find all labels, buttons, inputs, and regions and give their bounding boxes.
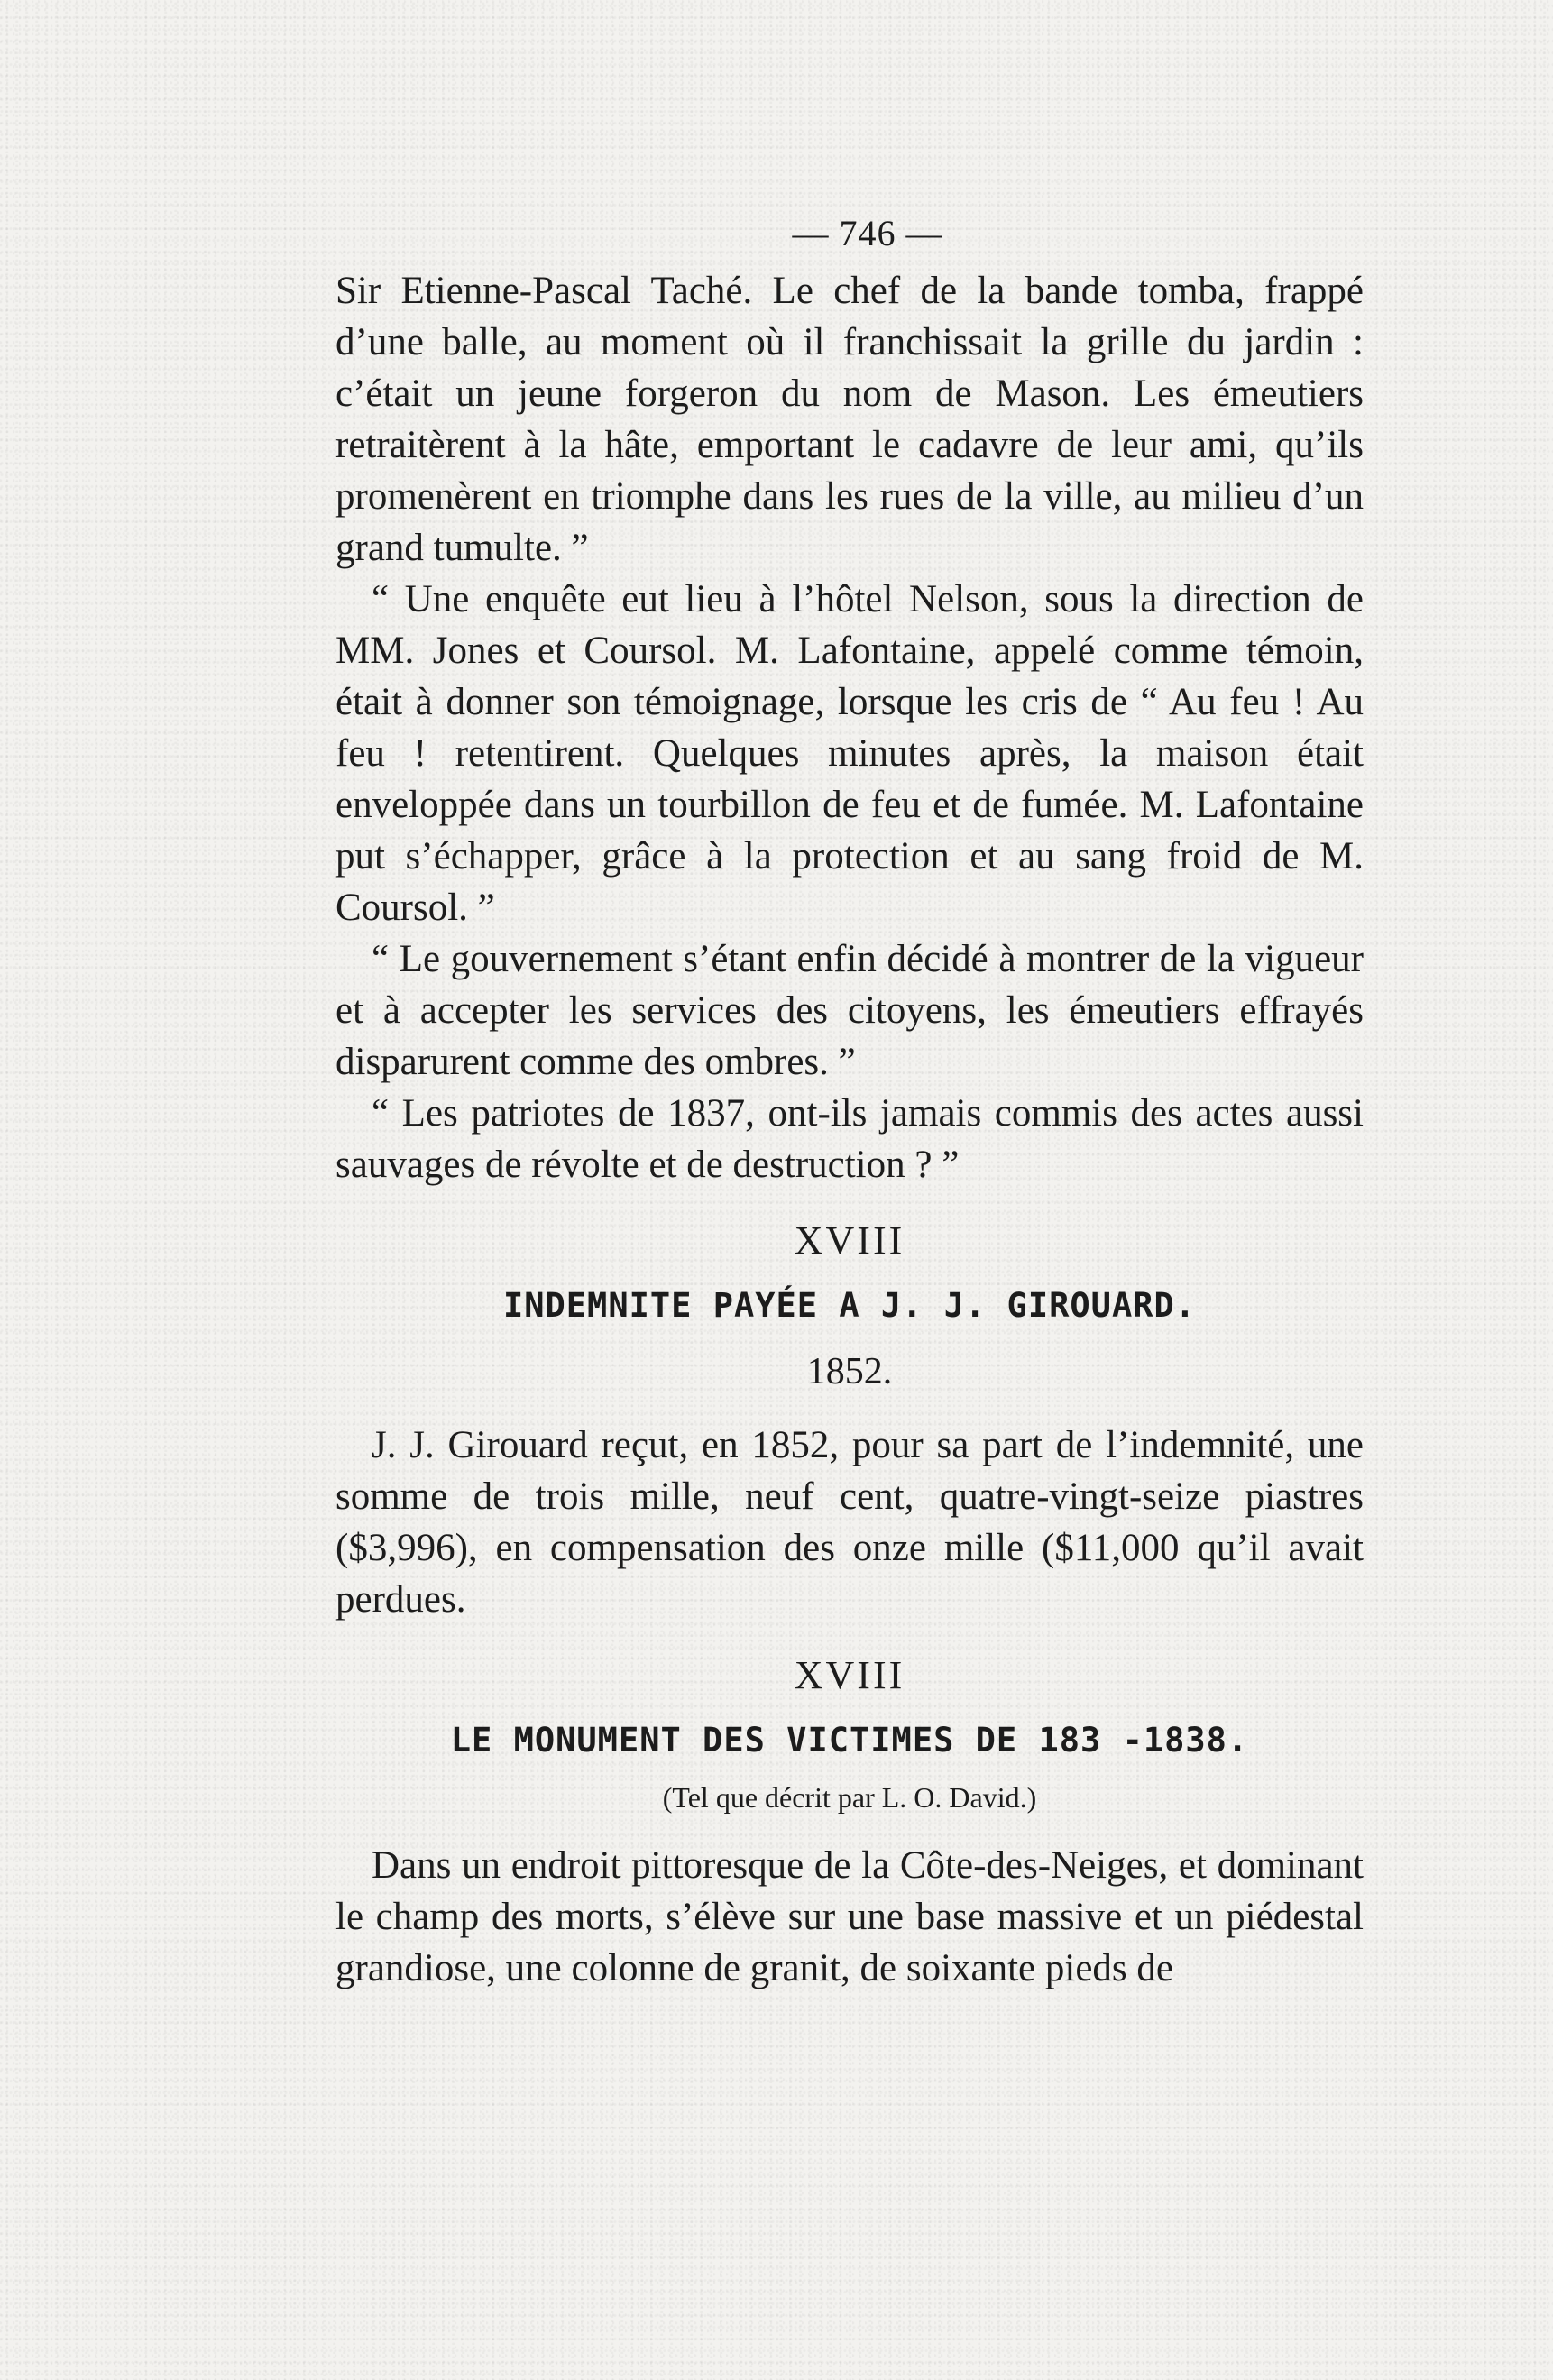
- section-number-indemnite: XVIII: [794, 1218, 905, 1263]
- section-number-monument: XVIII: [794, 1653, 905, 1697]
- paragraph-monument: Dans un endroit pittoresque de la Côte-des-Neiges, et dominant le champ des morts, s’élève sur une base massive et un piédestal grandiose, une colonne de granit, de soixante pieds de: [335, 1844, 1364, 1989]
- paragraph-continuation: Sir Etienne-Pascal Taché. Le chef de la bande tomba, frappé d’une balle, au moment où il franchissait la grille du jardin : c’était un jeune forgeron du nom de Mason. Les émeutiers retraitèrent à la hâte, emportant le cadavre de leur ami, qu’ils promenèrent en triomphe dans les rues de la ville, au milieu d’un grand tumulte. ”: [335, 270, 1364, 569]
- section-heading-monument: LE MONUMENT DES VICTIMES DE 183 -1838.: [450, 1721, 1249, 1760]
- section-attribution: (Tel que décrit par L. O. David.): [662, 1781, 1037, 1814]
- page-number: — 746 —: [792, 213, 943, 253]
- paragraph-girouard: J. J. Girouard reçut, en 1852, pour sa part de l’indemnité, une somme de trois mille, neuf cent, quatre-vingt-seize piastres ($3,996), en compensation des onze mille ($11,000 qu’il avait perdues.: [335, 1424, 1364, 1621]
- document-page: [335, 212, 1364, 1994]
- paragraph-enquete: “ Une enquête eut lieu à l’hôtel Nelson, sous la direction de MM. Jones et Coursol. M. Lafontaine, appelé comme témoin, était à donner son témoignage, lorsque les cris de “ Au feu ! Au feu ! retentirent. Quelques minutes après, la maison était enveloppée dans un tourbillon de feu et de fumée. M. Lafontaine put s’échapper, grâce à la protection et au sang froid de M. Coursol. ”: [335, 578, 1364, 929]
- paragraph-gouvernement: “ Le gouvernement s’étant enfin décidé à montrer de la vigueur et à accepter les services des citoyens, les émeutiers effrayés disparurent comme des ombres. ”: [335, 938, 1364, 1083]
- paragraph-patriotes: “ Les patriotes de 1837, ont-ils jamais commis des actes aussi sauvages de révolte et de destruction ? ”: [335, 1092, 1364, 1186]
- section-year: 1852.: [806, 1351, 893, 1392]
- section-heading-indemnite: INDEMNITE PAYÉE A J. J. GIROUARD.: [502, 1286, 1197, 1325]
